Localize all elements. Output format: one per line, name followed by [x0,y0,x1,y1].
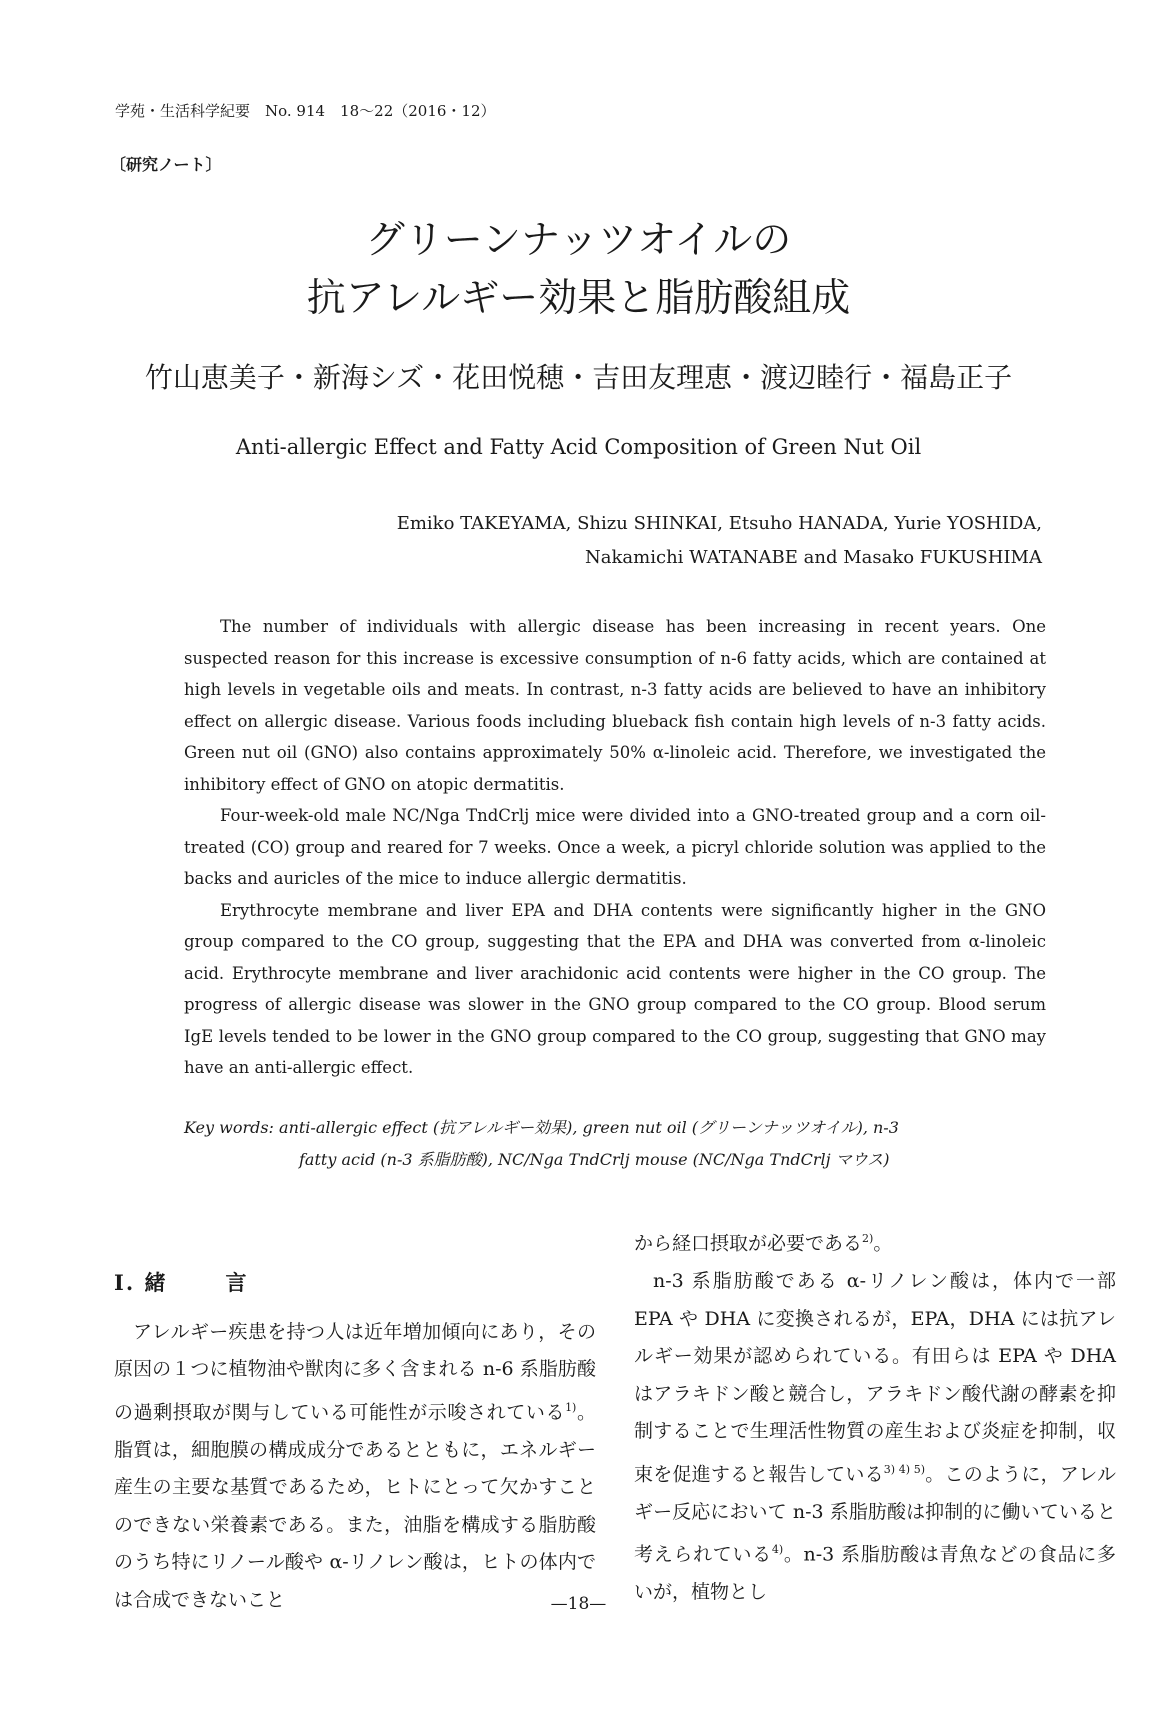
body-paragraph-right-1 [634,1220,1116,1263]
body-text: 。 [873,1232,893,1255]
page-number: —18— [550,1594,607,1614]
body-text: 。n-3 系脂肪酸は青魚などの食品に多いが，植物とし [634,1543,1116,1604]
body-text: から経口摂取が必要である [634,1232,863,1255]
body-text: アレルギー疾患を持つ人は近年増加傾向にあり，その原因の１つに植物油や獣肉に多く含まれる n-6 系脂肪酸の過剰摂取が関与している可能性が示唆されている [114,1320,596,1424]
abstract-paragraph-3: Erythrocyte membrane and liver EPA and DHA contents were significantly higher in the GNO group compared to the CO group, suggesting that the EPA and DHA was converted from α-linoleic acid. Erythrocyte membrane and liver arachidonic acid contents were higher in the CO group. The progress of allergic disease was slower in the GNO group compared to the CO group. Blood serum IgE levels tended to be lower in the GNO group compared to the CO group, suggesting that GNO may have an anti-allergic effect. [184,900,1046,1077]
reference-marker: 2) [862,1232,874,1245]
title-jp-line2: 抗アレルギー効果と脂肪酸組成 [306,276,851,321]
authors-en [397,507,1042,575]
section-title-char-1: 緒 [144,1270,168,1295]
journal-citation: 学苑・生活科学紀要 No. 914 18〜22（2016・12） [115,102,496,120]
article-type-label: 〔研究ノート〕 [110,155,222,174]
authors-en-line2: Nakamichi WATANABE and Masako FUKUSHIMA [585,547,1042,568]
body-left-column [114,1264,596,1620]
abstract [184,611,1046,1084]
body-right-column [634,1220,1116,1612]
keywords-line2: fatty acid (n-3 系脂肪酸), NC/Nga TndCrlj mouse (NC/Nga TndCrlj マウス) [299,1150,890,1169]
reference-marker: 4) [771,1543,784,1557]
section-title-char-2: 言 [225,1270,249,1295]
keywords-label: Key words: [184,1118,274,1137]
authors-en-line1: Emiko TAKEYAMA, Shizu SHINKAI, Etsuho HANADA, Yurie YOSHIDA, [396,513,1042,534]
body-paragraph-left [114,1314,596,1620]
section-number: I. [114,1270,136,1295]
reference-marker: 3) 4) 5) [883,1462,926,1476]
keywords [184,1112,1046,1176]
title-jp-line1: グリーンナッツオイルの [365,218,792,263]
body-text: n-3 系脂肪酸である α-リノレン酸は，体内で一部 EPA や DHA に変換されるが，EPA，DHA には抗アレルギー効果が認められている。有田らは EPA や DHA はアラキドン酸と競合し，アラキドン酸代謝の酵素を抑制することで生理活性物質の産生および炎症を抑制，収束を促進すると報告している [634,1269,1116,1486]
keywords-line1: anti-allergic effect (抗アレルギー効果), green nut oil (グリーンナッツオイル), n-3 [279,1118,899,1137]
body-paragraph-right-2 [634,1263,1116,1612]
body-text: 。脂質は，細胞膜の構成成分であるとともに，エネルギー産生の主要な基質であるため，ヒトにとって欠かすことのできない栄養素である。また，油脂を構成する脂肪酸のうち特にリノール酸や α-リノレン酸は，ヒトの体内では合成できないこと [114,1401,596,1612]
authors-jp: 竹山恵美子・新海シズ・花田悦穂・吉田友理恵・渡辺睦行・福島正子 [144,361,1013,394]
reference-marker: 1) [565,1400,577,1414]
abstract-paragraph-1: The number of individuals with allergic disease has been increasing in recent years. One suspected reason for this increase is excessive consumption of n-6 fatty acids, which are contained at high levels in vegetable oils and meats. In contrast, n-3 fatty acids are believed to have an inhibitory effect on allergic disease. Various foods including blueback fish contain high levels of n-3 fatty acids. Green nut oil (GNO) also contains approximately 50% α-linoleic acid. Therefore, we investigated the inhibitory effect of GNO on atopic dermatitis. [184,617,1046,794]
section-heading [114,1264,596,1302]
title-en: Anti-allergic Effect and Fatty Acid Composition of Green Nut Oil [235,435,922,459]
body-text: 。このように，アレルギー反応において n-3 系脂肪酸は抑制的に働いていると考えられている [634,1463,1116,1566]
abstract-paragraph-2: Four-week-old male NC/Nga TndCrlj mice were divided into a GNO-treated group and a corn oil-treated (CO) group and reared for 7 weeks. Once a week, a picryl chloride solution was applied to the backs and auricles of the mice to induce allergic dermatitis. [184,806,1046,888]
